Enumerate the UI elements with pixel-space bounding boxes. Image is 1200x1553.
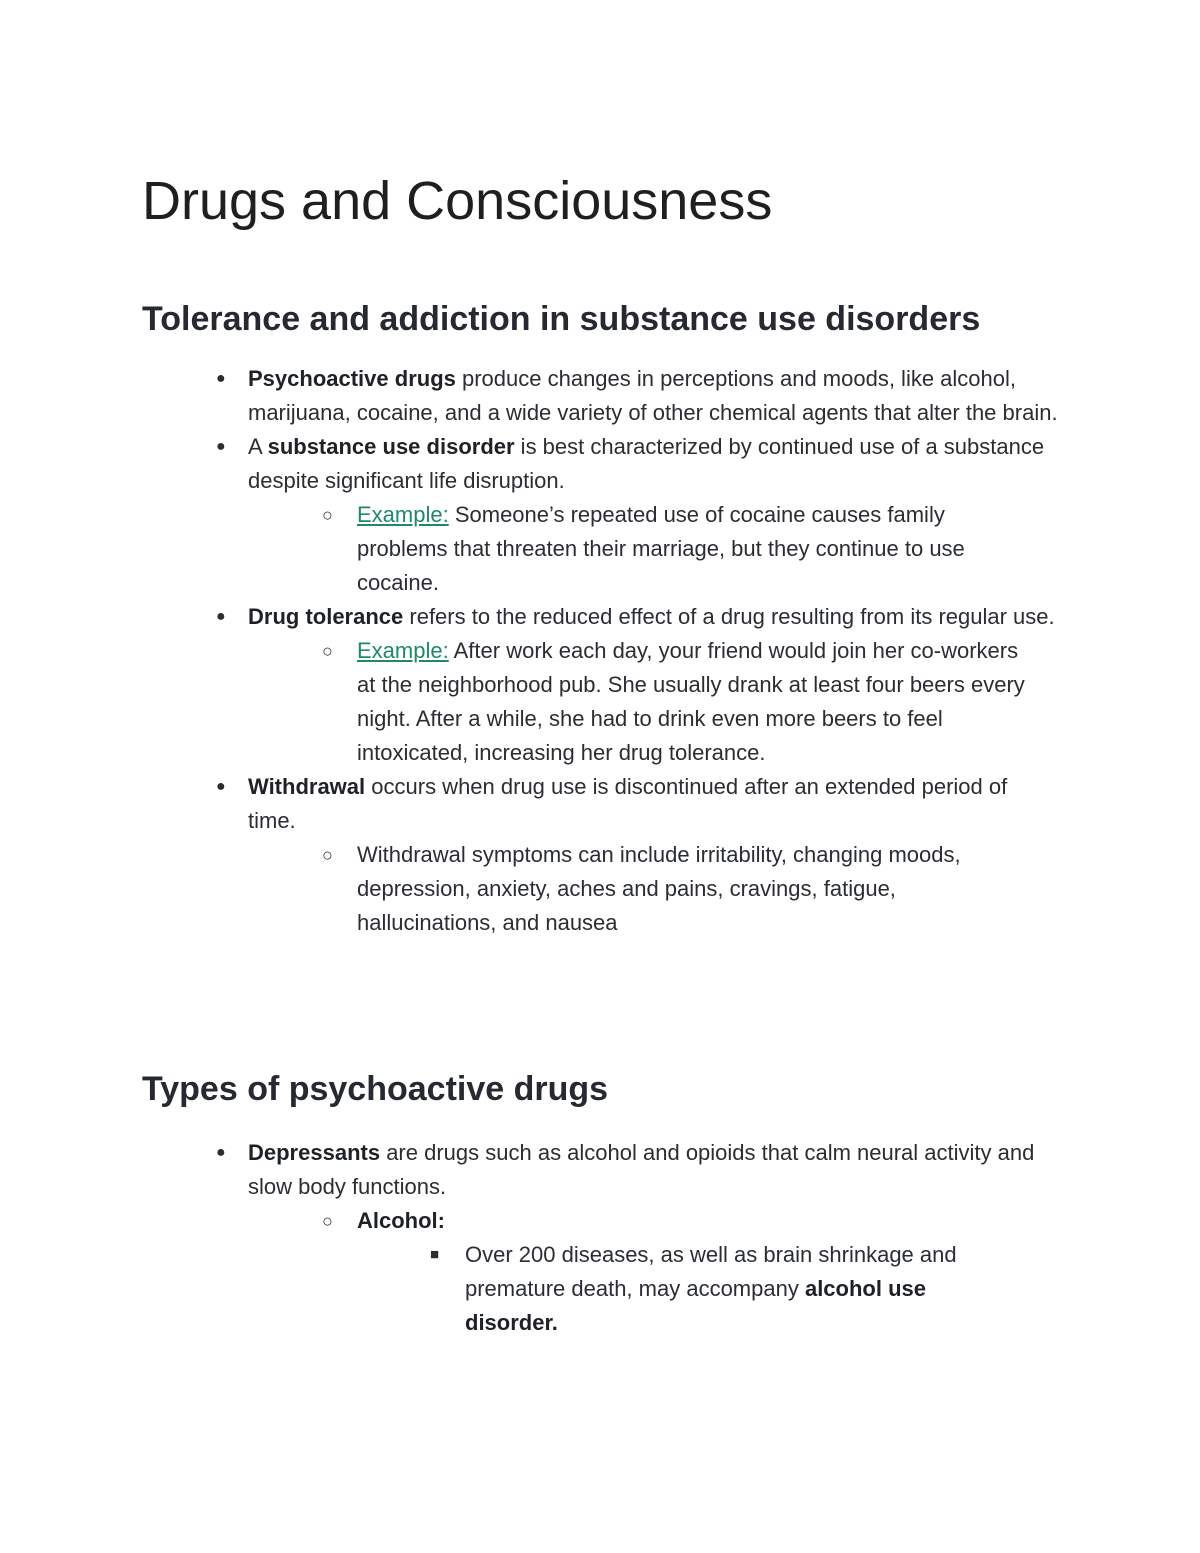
prefix-text: A	[248, 434, 268, 459]
bullet-icon: ●	[216, 438, 226, 455]
term-depressants: Depressants	[248, 1140, 381, 1165]
list-item-example-cocaine	[0, 498, 1037, 600]
bullet-icon: ●	[216, 370, 226, 387]
alcohol-diseases-text: Over 200 diseases, as well as brain shrinkage and premature death, may accompany	[465, 1242, 957, 1301]
list-item-depressants	[0, 1136, 1060, 1204]
tolerance-bullet-list	[0, 362, 1200, 940]
bullet-icon: ●	[216, 778, 226, 795]
list-item-example-beers	[0, 634, 1037, 770]
example-text: After work each day, your friend would join her co-workers at the neighborhood pub. She usually drank at least four beers every night. After a while, she had to drink even more beers to feel intoxicated, increasing her drug tolerance.	[357, 638, 1025, 765]
withdrawal-symptoms-text: Withdrawal symptoms can include irritability, changing moods, depression, anxiety, aches and pains, cravings, fatigue, hallucinations, and nausea	[357, 842, 961, 935]
list-item-drug-tolerance	[0, 600, 1060, 634]
term-alcohol-use-disorder: alcohol use disorder.	[465, 1276, 926, 1335]
example-text: Someone’s repeated use of cocaine causes family problems that threaten their marriage, but they continue to use cocaine.	[357, 502, 965, 595]
term-drug-tolerance: Drug tolerance	[248, 604, 404, 629]
definition-text: produce changes in perceptions and moods, like alcohol, marijuana, cocaine, and a wide variety of other chemical agents that alter the brain.	[248, 366, 1058, 425]
circle-bullet-icon: ○	[322, 1211, 333, 1231]
list-item-withdrawal-symptoms	[0, 838, 1037, 940]
definition-text: occurs when drug use is discontinued after an extended period of time.	[248, 774, 1008, 833]
list-item-alcohol-diseases	[0, 1238, 1025, 1340]
list-item-alcohol	[0, 1204, 1037, 1238]
list-item-withdrawal	[0, 770, 1060, 838]
term-alcohol: Alcohol:	[357, 1208, 445, 1233]
types-bullet-list	[0, 1136, 1200, 1340]
section-heading-tolerance: Tolerance and addiction in substance use disorders	[142, 300, 981, 338]
square-bullet-icon: ■	[430, 1246, 440, 1263]
term-withdrawal: Withdrawal	[248, 774, 366, 799]
page-title: Drugs and Consciousness	[142, 171, 773, 231]
list-item-psychoactive-drugs	[0, 362, 1060, 430]
term-substance-use-disorder: substance use disorder	[267, 434, 515, 459]
example-link[interactable]: Example:	[357, 502, 449, 527]
circle-bullet-icon: ○	[322, 845, 333, 865]
example-link[interactable]: Example:	[357, 638, 449, 663]
circle-bullet-icon: ○	[322, 641, 333, 661]
section-heading-types: Types of psychoactive drugs	[142, 1070, 609, 1108]
definition-text: are drugs such as alcohol and opioids that calm neural activity and slow body functions.	[248, 1140, 1035, 1199]
list-item-substance-use-disorder	[0, 430, 1060, 498]
definition-text: refers to the reduced effect of a drug resulting from its regular use.	[403, 604, 1055, 629]
bullet-icon: ●	[216, 1144, 226, 1161]
bullet-icon: ●	[216, 608, 226, 625]
term-psychoactive-drugs: Psychoactive drugs	[248, 366, 456, 391]
circle-bullet-icon: ○	[322, 505, 333, 525]
definition-text: is best characterized by continued use of a substance despite significant life disruption.	[248, 434, 1045, 493]
